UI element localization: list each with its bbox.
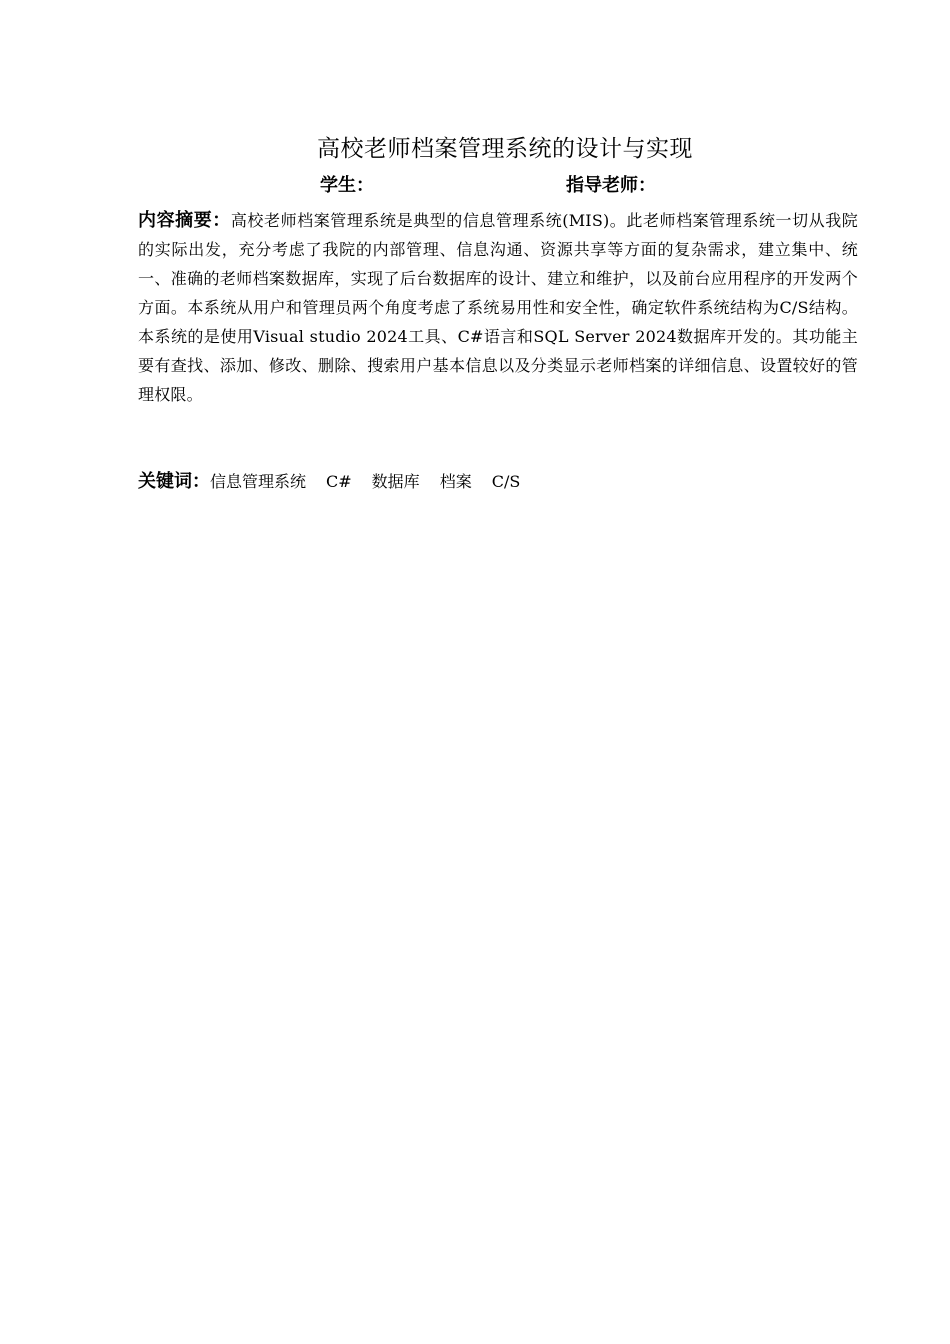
abstract-label: 内容摘要： — [138, 210, 231, 231]
advisor-label: 指导老师： — [566, 175, 656, 196]
keywords-label: 关键词： — [138, 471, 210, 492]
keyword-item: C# — [326, 472, 352, 491]
keyword-item: 信息管理系统 — [210, 472, 307, 491]
abstract-text: 高校老师档案管理系统是典型的信息管理系统(MIS)。此老师档案管理系统一切从我院的实际出发，充分考虑了我院的内部管理、信息沟通、资源共享等方面的复杂需求，建立集中、统一、准确的老师档案数据库，实现了后台数据库的设计、建立和维护，以及前台应用程序的开发两个方面。本系统从用户和管理员两个角度考虑了系统易用性和安全性，确定软件系统结构为C/S结构。本系统的是使用Visual studio 2024工具、C#语言和SQL Server 2024数据库开发的。其功能主要有查找、添加、修改、删除、搜索用户基本信息以及分类显示老师档案的详细信息、设置较好的管理权限。 — [138, 211, 858, 404]
abstract-paragraph — [138, 206, 858, 409]
keyword-item: 档案 — [439, 472, 472, 491]
paper-title: 高校老师档案管理系统的设计与实现 — [317, 136, 693, 162]
keywords-line — [138, 466, 858, 498]
student-label: 学生： — [320, 175, 374, 196]
keyword-item: 数据库 — [371, 472, 420, 491]
keyword-item: C/S — [491, 472, 521, 491]
